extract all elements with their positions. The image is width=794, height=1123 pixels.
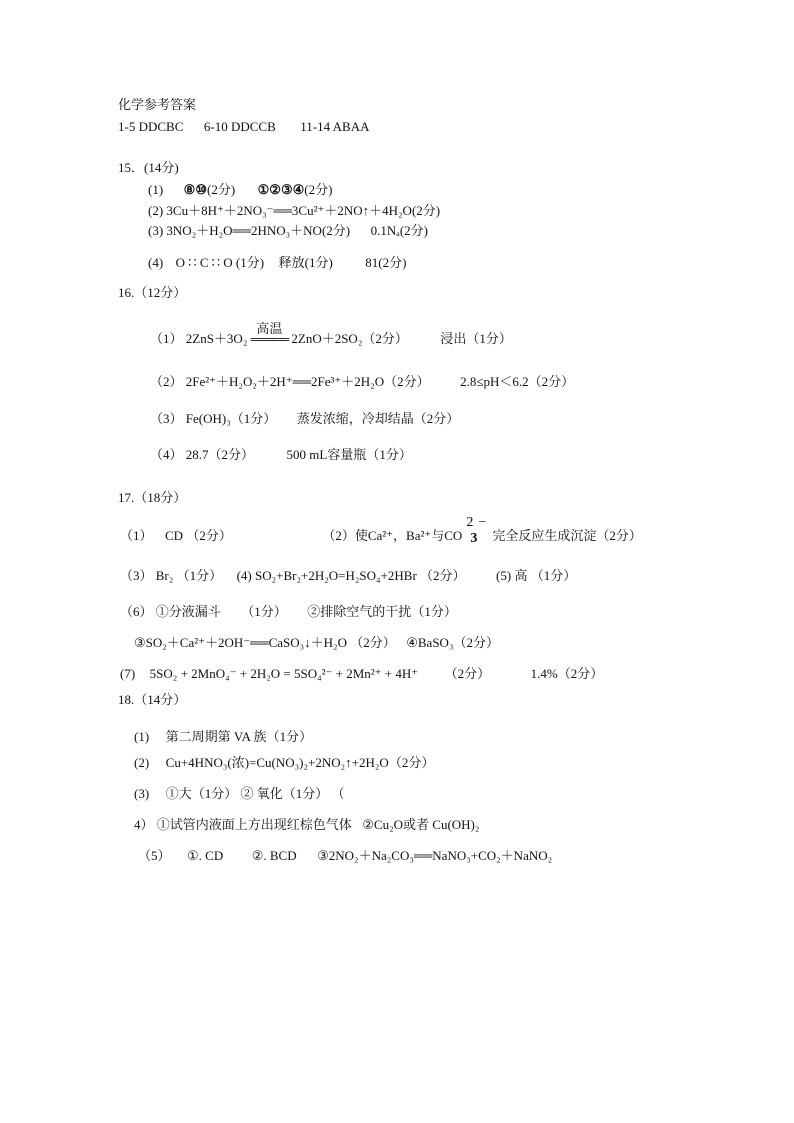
q16-line-1: （1） 2ZnS＋3O₂ 高温 ═════ 2ZnO＋2SO₂（2分） 浸出（1分）	[150, 321, 512, 346]
q16-line-4: （4） 28.7（2分） 500 mL容量瓶（1分）	[150, 447, 412, 462]
q17-line-4: ③SO₂＋Ca²⁺＋2OH⁻══CaSO₃↓＋H₂O （2分） ④BaSO₃（2分）	[134, 635, 499, 650]
q16-line-2: （2） 2Fe²⁺＋H₂O₂＋2H⁺══2Fe³⁺＋2H₂O（2分） 2.8≤pH＜6.2（2分）	[150, 374, 575, 389]
q18-line-2: (2) Cu+4HNO₃(浓)=Cu(NO₃)₂+2NO₂↑+2H₂O（2分）	[134, 755, 435, 770]
q15-heading: 15．(14分)	[118, 160, 179, 175]
q17-line-5: (7) 5SO₂ + 2MnO₄⁻ + 2H₂O = 5SO₄²⁻ + 2Mn²⁺ + 4H⁺ （2分） 1.4%（2分）	[120, 666, 604, 681]
q18-line-4: 4） ①试管内液面上方出现红棕色气体 ②Cu₂O或者 Cu(OH)₂	[134, 817, 480, 832]
mc-group-3: 11-14 ABAA	[300, 119, 370, 134]
mc-answers	[118, 119, 369, 135]
q16-line-3: （3） Fe(OH)₃（1分） 蒸发浓缩，冷却结晶（2分）	[150, 411, 460, 426]
q18-line-1: (1) 第二周期第 VA 族（1分）	[134, 729, 313, 744]
q15-line-4: (4) O ∷ C ∷ O (1分) 释放(1分) 81(2分)	[148, 255, 407, 270]
carbonate-charge: 2 3 −	[466, 515, 487, 546]
lewis-structure: O ∷ C ∷ O	[175, 255, 233, 270]
q16-heading: 16.（12分）	[118, 285, 187, 300]
page-title: 化学参考答案	[118, 97, 197, 112]
q15-line-1: (1) ⑧⑩(2分) ①②③④(2分)	[148, 182, 333, 197]
q15-line-3: (3) 3NO₂＋H₂O══2HNO₃＋NO(2分) 0.1Nₐ(2分)	[148, 223, 428, 238]
q17-line-2: （3） Br₂ （1分） (4) SO₂+Br₂+2H₂O=H₂SO₄+2HBr （2分） (5) 高 （1分）	[120, 568, 577, 583]
reaction-condition: 高温 ═════	[250, 321, 289, 346]
q18-heading: 18.（14分）	[118, 692, 187, 707]
mc-group-1: 1-5 DDCBC	[118, 119, 184, 134]
mc-group-2: 6-10 DDCCB	[203, 119, 276, 134]
q15-line-2: (2) 3Cu＋8H⁺＋2NO₃⁻══3Cu²⁺＋2NO↑＋4H₂O(2分)	[148, 203, 441, 218]
q18-line-3: (3) ①大（1分） ② 氧化（1分） （	[134, 786, 345, 801]
q17-line-1: （1） CD （2分） （2）使Ca²⁺，Ba²⁺与CO 2 3 − 完全反应生成沉淀（2分）	[120, 515, 642, 546]
q17-line-3: （6） ①分液漏斗 （1分） ②排除空气的干扰（1分）	[120, 604, 457, 619]
q18-line-5: （5） ①. CD ②. BCD ③2NO₂＋Na₂CO₃══NaNO₃+CO₂＋NaNO₂	[138, 848, 553, 863]
q17-heading: 17.（18分）	[118, 490, 187, 505]
